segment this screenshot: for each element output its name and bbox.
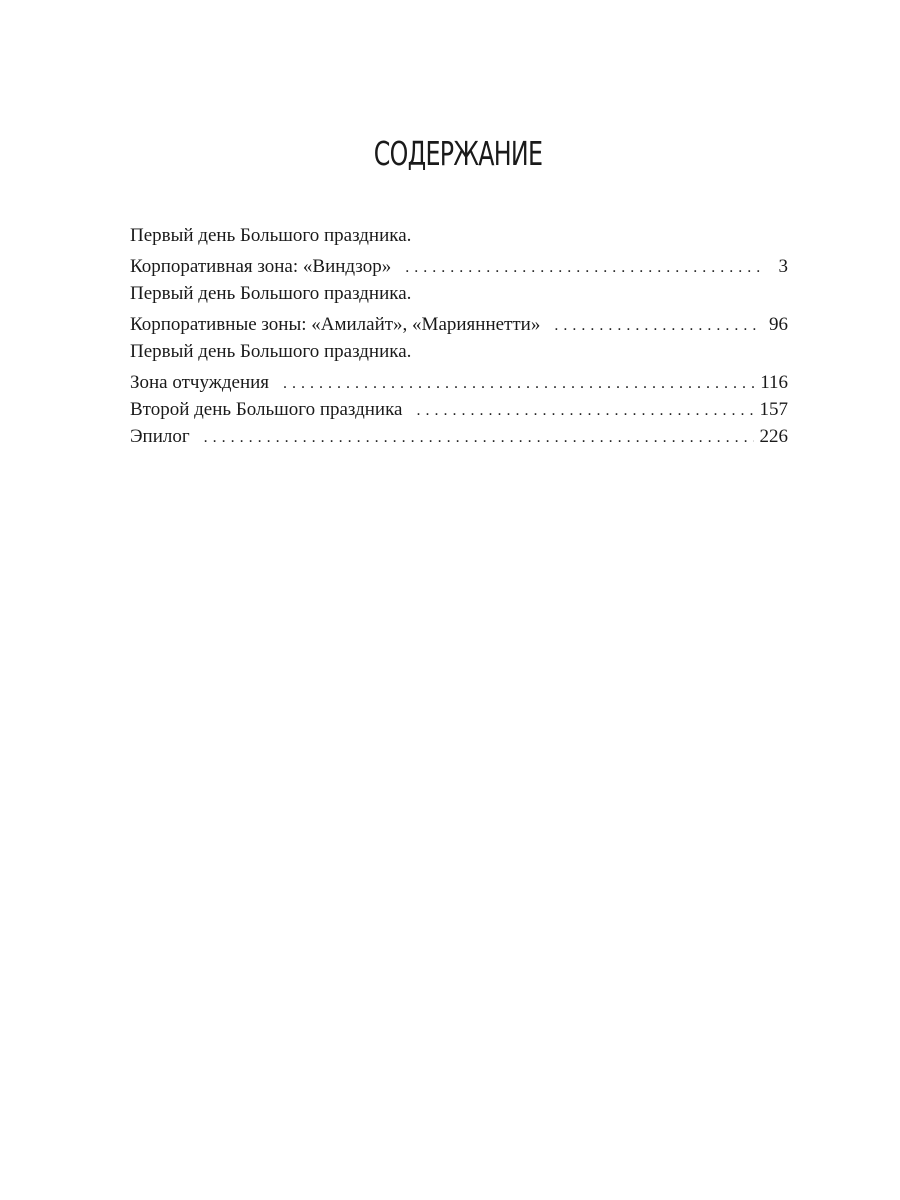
toc-entry-title: Эпилог (130, 426, 190, 447)
page-title: СОДЕРЖАНИЕ (373, 134, 543, 173)
toc-page-number: 157 (759, 399, 788, 420)
toc-page-number: 96 (769, 314, 788, 335)
toc-entry-heading: Первый день Большого праздника. (130, 283, 412, 304)
dot-leader (405, 252, 762, 283)
toc-entry[interactable] (130, 336, 788, 398)
toc-entry[interactable] (130, 278, 788, 340)
dot-leader (554, 310, 762, 341)
toc-entry-title: Корпоративная зона: «Виндзор» (130, 256, 392, 277)
toc-entry-heading: Первый день Большого праздника. (130, 341, 412, 362)
toc-page-number: 226 (759, 426, 788, 447)
table-of-contents (130, 220, 788, 448)
dot-leader (204, 422, 754, 453)
toc-entry[interactable] (130, 421, 788, 452)
toc-entry[interactable] (130, 220, 788, 282)
toc-page-number: 116 (760, 372, 788, 393)
toc-entry[interactable] (130, 394, 788, 425)
toc-entry-heading: Первый день Большого праздника. (130, 225, 412, 246)
toc-entry-title: Второй день Большого праздника (130, 399, 403, 420)
toc-entry-title: Корпоративные зоны: «Амилайт», «Марияннетти» (130, 314, 541, 335)
toc-page-number: 3 (778, 256, 788, 277)
toc-entry-title: Зона отчуждения (130, 372, 270, 393)
